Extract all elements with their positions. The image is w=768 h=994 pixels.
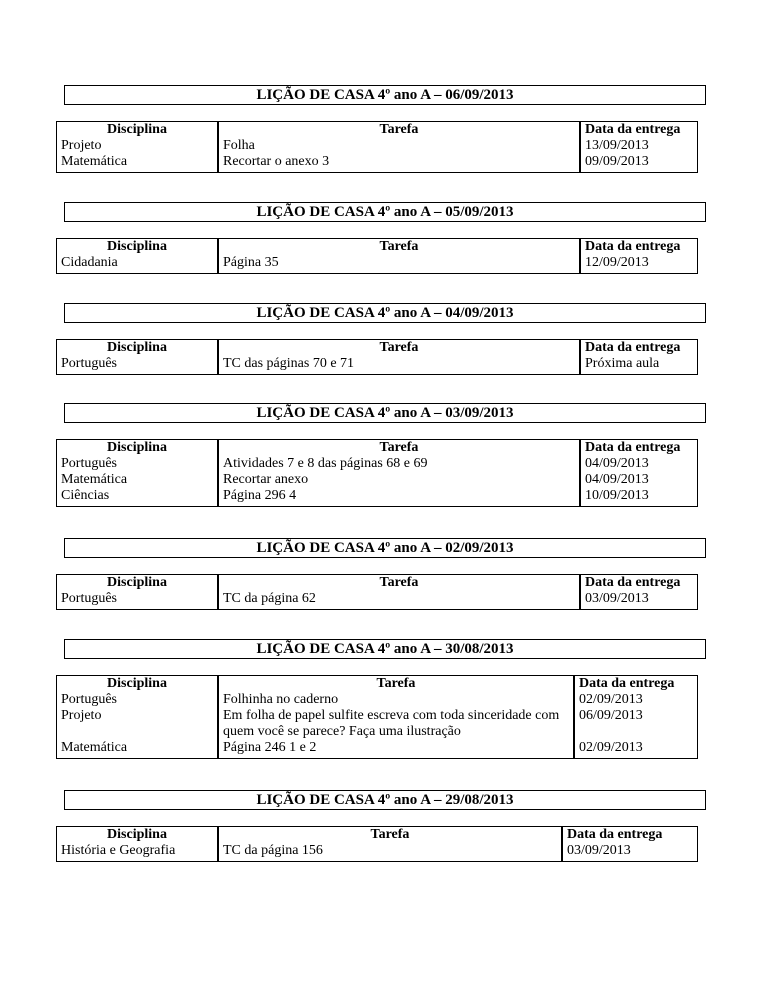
subject-column: [56, 121, 218, 173]
subject-cell: Projeto: [61, 708, 102, 723]
task-column: [218, 439, 580, 507]
task-cell: Atividades 7 e 8 das páginas 68 e 69: [223, 456, 428, 471]
subject-cell: Matemática: [61, 472, 128, 487]
due-cell: 10/09/2013: [585, 488, 649, 503]
column-header: Disciplina: [107, 575, 167, 590]
task-cell: Folha: [223, 138, 255, 153]
subject-cell: Ciências: [61, 488, 110, 503]
task-column: [218, 675, 574, 759]
due-cell: 02/09/2013: [579, 740, 643, 755]
column-header: Data da entrega: [585, 575, 681, 590]
subject-column: [56, 339, 218, 375]
subject-cell: Projeto: [61, 138, 102, 153]
due-column: [574, 675, 698, 759]
due-column: [580, 339, 698, 375]
due-cell: 03/09/2013: [567, 843, 631, 858]
task-cell: TC das páginas 70 e 71: [223, 356, 355, 371]
task-cell: Página 296 4: [223, 488, 297, 503]
due-column: [580, 439, 698, 507]
column-header: Tarefa: [376, 676, 416, 691]
subject-column: [56, 439, 218, 507]
subject-column: [56, 238, 218, 274]
section-title: LIÇÃO DE CASA 4º ano A – 04/09/2013: [64, 303, 706, 323]
task-column: [218, 121, 580, 173]
section-title: LIÇÃO DE CASA 4º ano A – 29/08/2013: [64, 790, 706, 810]
due-cell: Próxima aula: [585, 356, 660, 371]
due-cell: 09/09/2013: [585, 154, 649, 169]
subject-cell: História e Geografia: [61, 843, 176, 858]
due-cell: 03/09/2013: [585, 591, 649, 606]
task-column: [218, 574, 580, 610]
column-header: Disciplina: [107, 340, 167, 355]
due-cell: 02/09/2013: [579, 692, 643, 707]
due-column: [580, 238, 698, 274]
subject-column: [56, 574, 218, 610]
section-title: LIÇÃO DE CASA 4º ano A – 05/09/2013: [64, 202, 706, 222]
column-header: Disciplina: [107, 440, 167, 455]
due-cell: 12/09/2013: [585, 255, 649, 270]
column-header: Tarefa: [370, 827, 410, 842]
subject-cell: Português: [61, 356, 117, 371]
task-cell: Recortar o anexo 3: [223, 154, 330, 169]
due-column: [580, 574, 698, 610]
subject-cell: Matemática: [61, 740, 128, 755]
subject-cell: Português: [61, 692, 117, 707]
task-cell: TC da página 156: [223, 843, 323, 858]
section-title: LIÇÃO DE CASA 4º ano A – 03/09/2013: [64, 403, 706, 423]
column-header: Disciplina: [107, 827, 167, 842]
due-column: [562, 826, 698, 862]
due-column: [580, 121, 698, 173]
column-header: Disciplina: [107, 676, 167, 691]
subject-column: [56, 675, 218, 759]
task-column: [218, 339, 580, 375]
task-column: [218, 826, 562, 862]
column-header: Tarefa: [379, 122, 419, 137]
task-cell: TC da página 62: [223, 591, 316, 606]
section-title: LIÇÃO DE CASA 4º ano A – 30/08/2013: [64, 639, 706, 659]
subject-cell: Português: [61, 591, 117, 606]
column-header: Disciplina: [107, 122, 167, 137]
column-header: Tarefa: [379, 239, 419, 254]
column-header: Data da entrega: [585, 340, 681, 355]
column-header: Data da entrega: [579, 676, 675, 691]
column-header: Data da entrega: [585, 122, 681, 137]
column-header: Data da entrega: [585, 440, 681, 455]
subject-cell: Português: [61, 456, 117, 471]
due-cell: 06/09/2013: [579, 708, 643, 723]
task-cell: Em folha de papel sulfite escreva com toda sinceridade com quem você se parece? Faça uma ilustração: [223, 708, 560, 739]
subject-column: [56, 826, 218, 862]
column-header: Disciplina: [107, 239, 167, 254]
column-header: Data da entrega: [585, 239, 681, 254]
column-header: Tarefa: [379, 440, 419, 455]
task-cell: Recortar anexo: [223, 472, 309, 487]
section-title: LIÇÃO DE CASA 4º ano A – 06/09/2013: [64, 85, 706, 105]
due-cell: 13/09/2013: [585, 138, 649, 153]
task-cell: Folhinha no caderno: [223, 692, 339, 707]
subject-cell: Matemática: [61, 154, 128, 169]
column-header: Data da entrega: [567, 827, 663, 842]
task-cell: Página 246 1 e 2: [223, 740, 317, 755]
task-column: [218, 238, 580, 274]
column-header: Tarefa: [379, 575, 419, 590]
section-title: LIÇÃO DE CASA 4º ano A – 02/09/2013: [64, 538, 706, 558]
task-cell: Página 35: [223, 255, 279, 270]
subject-cell: Cidadania: [61, 255, 118, 270]
due-cell: 04/09/2013: [585, 456, 649, 471]
due-cell: 04/09/2013: [585, 472, 649, 487]
column-header: Tarefa: [379, 340, 419, 355]
